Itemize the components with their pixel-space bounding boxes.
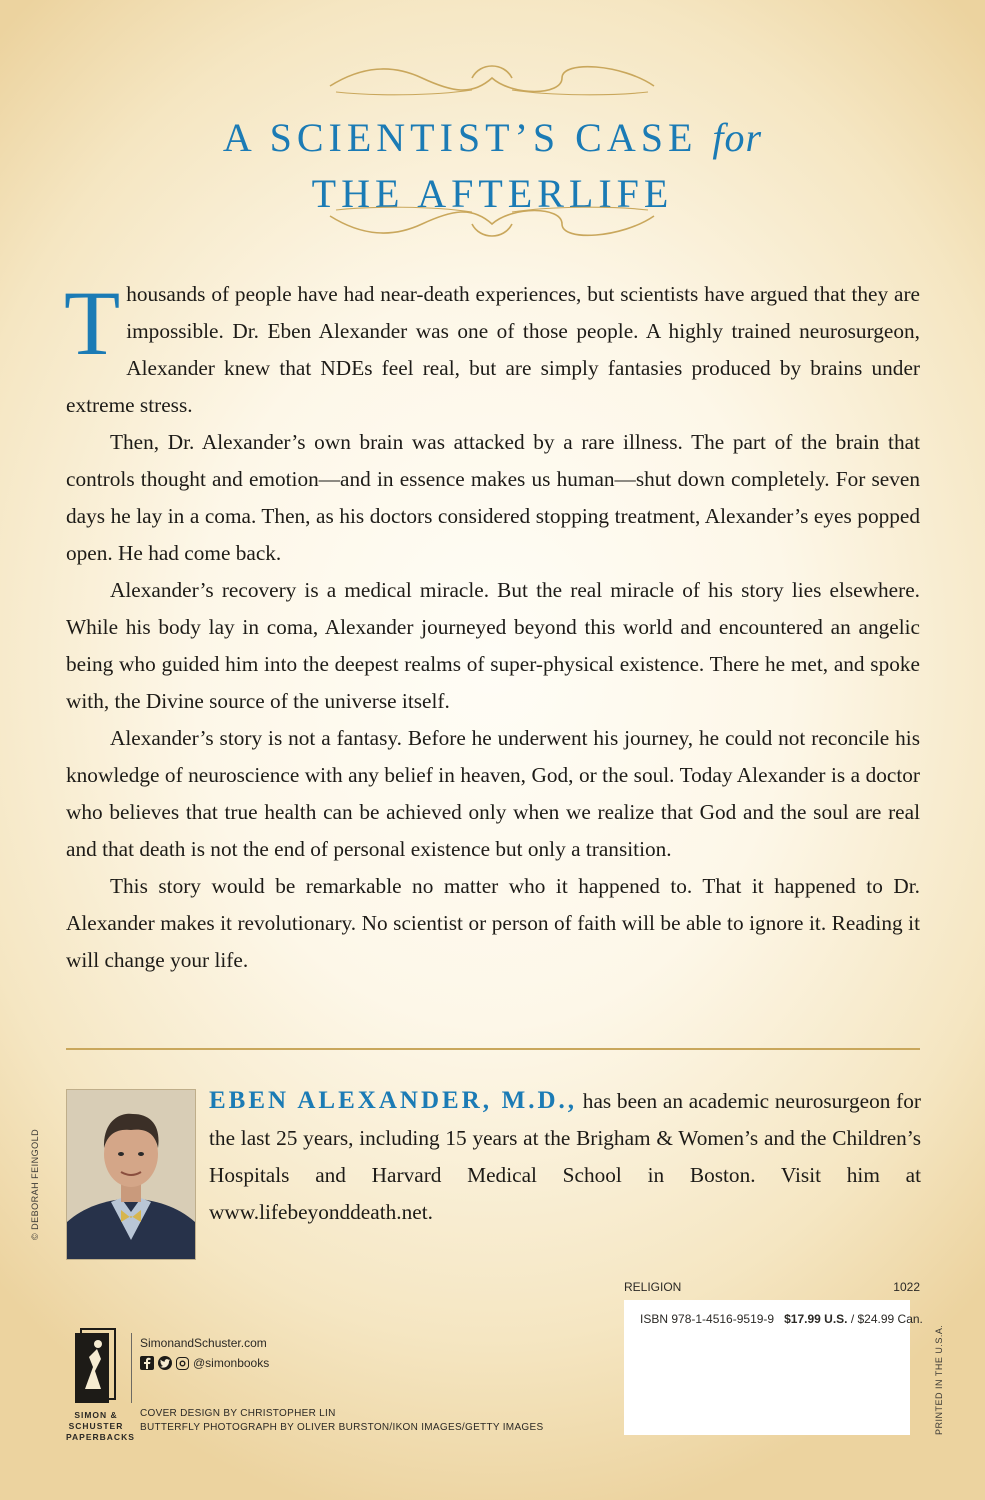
publisher-divider <box>131 1333 132 1403</box>
publisher-name-line-1: SIMON & <box>74 1410 118 1420</box>
barcode-box <box>624 1300 923 1435</box>
description-paragraph-2: Then, Dr. Alexander’s own brain was attacked by a rare illness. The part of the brain that controls thought and emotion—and in essence makes us human—shut down completely. For seven days he lay in a coma. Then, as his doctors considered stopping treatment, Alexander’s eyes popped open. He had come back. <box>66 430 920 565</box>
drop-cap: T <box>64 272 121 374</box>
description-paragraph-1-text: housands of people have had near-death experiences, but scientists have argued that they are impossible. Dr. Eben Alexander was one of those people. A highly trained neurosurgeon, Alexander knew that NDEs feel real, but are simply fantasies produced by brains under extreme stress. <box>66 282 920 417</box>
description-paragraph-5: This story would be remarkable no matter who it happened to. That it happened to Dr. Alexander makes it revolutionary. No scientist or person of faith will be able to ignore it. Reading it will change your life. <box>66 874 920 972</box>
butterfly-photo-credit: BUTTERFLY PHOTOGRAPH BY OLIVER BURSTON/IKON IMAGES/GETTY IMAGES <box>140 1422 544 1433</box>
price-canada: $24.99 Can. <box>857 1312 923 1326</box>
printed-in-notice: PRINTED IN THE U.S.A. <box>934 1324 944 1435</box>
headline-line-2: THE AFTERLIFE <box>311 171 674 216</box>
author-photo <box>66 1089 196 1260</box>
twitter-icon <box>158 1356 172 1370</box>
price-us: $17.99 U.S. <box>784 1312 848 1326</box>
cover-credits <box>140 1407 543 1435</box>
social-handle: @simonbooks <box>193 1356 270 1370</box>
description-paragraph-4: Alexander’s story is not a fantasy. Before he underwent his journey, he could not reconcile his knowledge of neuroscience with any belief in heaven, God, or the soul. Today Alexander is a doctor who believes that true health can be achieved only when we realize that God and the soul are real and that death is not the end of personal existence but only a transition. <box>66 726 920 861</box>
description-paragraph-3: Alexander’s recovery is a medical miracle. But the real miracle of his story lies elsewhere. While his body lay in coma, Alexander journeyed beyond this world and encountered an angelic being who guided him into the deepest realms of super-physical existence. There he met, and spoke with, the Divine source of the universe itself. <box>66 578 920 713</box>
author-name: EBEN ALEXANDER, M.D., <box>209 1087 578 1114</box>
category-code: 1022 <box>893 1280 920 1294</box>
headline-line-1-main: A SCIENTIST’S CASE <box>222 115 698 160</box>
social-links <box>140 1355 269 1371</box>
publisher-website: SimonandSchuster.com <box>140 1336 267 1350</box>
category-line <box>624 1280 920 1294</box>
isbn-price-line <box>640 1312 923 1326</box>
publisher-name-line-3: PAPERBACKS <box>66 1432 135 1442</box>
publisher-name <box>66 1410 135 1443</box>
description-paragraph-1 <box>64 272 920 424</box>
author-portrait-illustration <box>67 1090 195 1259</box>
category-label: RELIGION <box>624 1280 682 1294</box>
facebook-icon <box>140 1356 154 1370</box>
author-bio-text: has been an academic neurosurgeon for the last 25 years, including 15 years at the Brigham & Women’s and the Children’s Hospitals and Harvard Medical School in Boston. Visit him at www.lifebeyonddeath.net. <box>209 1089 921 1224</box>
top-flourish-ornament <box>322 56 662 102</box>
headline-line-1-italic: for <box>712 115 763 160</box>
price-separator: / <box>847 1312 858 1326</box>
gold-divider-rule <box>66 1048 920 1050</box>
book-description <box>64 272 920 979</box>
headline-line-1 <box>0 110 985 166</box>
isbn-number: ISBN 978-1-4516-9519-9 <box>640 1312 775 1326</box>
publisher-logo-icon <box>71 1327 121 1409</box>
author-photo-credit: © DEBORAH FEINGOLD <box>30 1128 40 1240</box>
instagram-icon <box>176 1357 189 1370</box>
bottom-flourish-ornament <box>322 200 662 246</box>
author-bio <box>209 1082 921 1231</box>
publisher-name-line-2: SCHUSTER <box>68 1421 124 1431</box>
cover-design-credit: COVER DESIGN BY CHRISTOPHER LIN <box>140 1408 336 1419</box>
